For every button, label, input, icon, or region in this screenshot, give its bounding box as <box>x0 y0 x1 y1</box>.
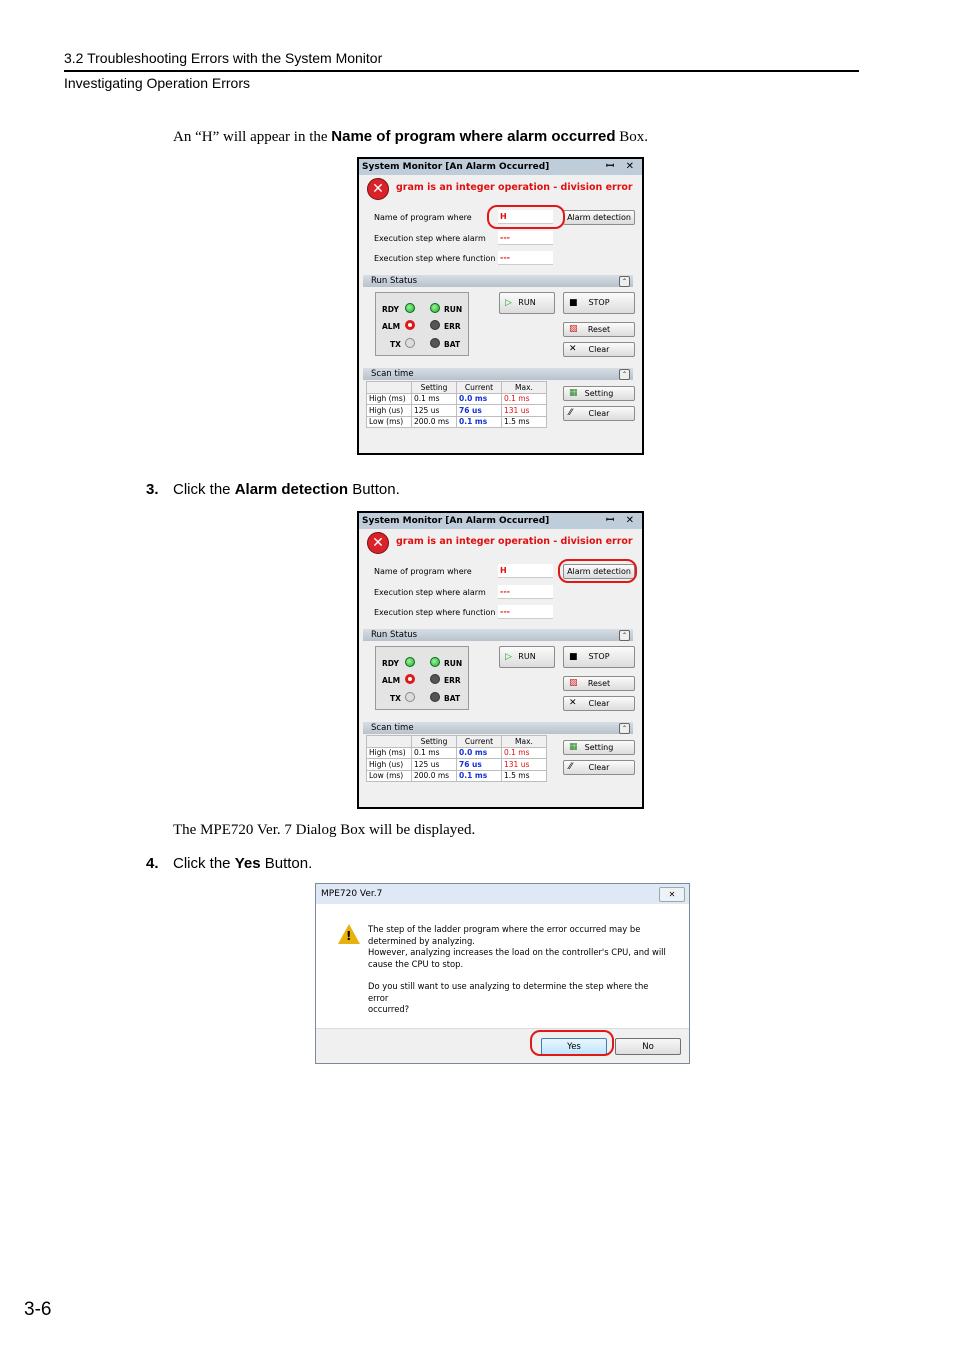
clear-alarm-button-label: Clear <box>588 345 610 354</box>
table-cell: 0.1 ms <box>502 747 547 759</box>
table-cell: 0.1 ms <box>412 747 457 759</box>
dialog-title: MPE720 Ver.7 <box>316 884 689 904</box>
alm-led-icon <box>405 674 415 684</box>
lamp-label-run: RUN <box>444 659 463 668</box>
table-cell: 131 us <box>502 759 547 771</box>
message-spacer <box>368 970 668 981</box>
message-line: cause the CPU to stop. <box>368 958 464 969</box>
table-cell: 0.1 ms <box>457 416 502 428</box>
x-icon: ✕ <box>569 698 577 708</box>
field-value-alarm-step: --- <box>498 231 553 245</box>
window-controls[interactable]: ꟷ ✕ <box>605 515 638 526</box>
grid-icon: ▦ <box>569 388 578 398</box>
eraser-icon: ⁄⁄ <box>569 408 573 418</box>
col-header: Current <box>457 382 502 394</box>
bat-led-icon <box>430 338 440 348</box>
dialog-footer <box>316 1028 689 1063</box>
col-header <box>367 382 412 394</box>
collapse-icon[interactable]: ⌃ <box>619 723 630 734</box>
col-header: Setting <box>412 382 457 394</box>
run-status-label: Run Status <box>371 276 418 286</box>
field-value-function-step: --- <box>498 251 553 265</box>
rdy-led-icon <box>405 657 415 667</box>
run-status-header <box>363 275 633 287</box>
field-label-program: Name of program where <box>374 213 472 222</box>
table-cell: 200.0 ms <box>412 416 457 428</box>
step-4 <box>146 855 312 872</box>
collapse-icon[interactable]: ⌃ <box>619 369 630 380</box>
run-status-header <box>363 629 633 641</box>
dialog-message <box>368 924 668 1016</box>
table-cell: 0.0 ms <box>457 393 502 405</box>
alarm-error-icon: ✕ <box>367 532 389 554</box>
message-line: occurred? <box>368 1004 410 1014</box>
lamp-label-alm: ALM <box>382 322 401 331</box>
tx-led-icon <box>405 692 415 702</box>
run-button[interactable] <box>499 646 555 668</box>
table-cell: 1.5 ms <box>502 770 547 782</box>
alarm-detection-button[interactable]: Alarm detection <box>563 210 635 225</box>
scan-setting-button[interactable] <box>563 740 635 755</box>
table-cell: Low (ms) <box>367 770 412 782</box>
scan-setting-button[interactable] <box>563 386 635 401</box>
lamp-label-run: RUN <box>444 305 463 314</box>
message-line: The step of the ladder program where the error occurred may be <box>368 924 641 934</box>
step-number: 4. <box>146 855 159 872</box>
window-title-text: System Monitor [An Alarm Occurred] <box>362 162 550 172</box>
table-cell: High (us) <box>367 405 412 417</box>
message-line: Do you still want to use analyzing to determine the step where the error <box>368 981 649 1003</box>
alarm-message: gram is an integer operation - division error <box>396 182 633 193</box>
alm-led-icon <box>405 320 415 330</box>
play-icon: ▷ <box>505 652 512 662</box>
table-header-row <box>367 736 547 748</box>
x-icon: ✕ <box>569 344 577 354</box>
play-icon: ▷ <box>505 298 512 308</box>
lamp-label-err: ERR <box>444 322 461 331</box>
table-row <box>367 416 547 428</box>
field-value-function-step: --- <box>498 605 553 619</box>
table-cell: Low (ms) <box>367 416 412 428</box>
stop-button-label: STOP <box>588 298 610 307</box>
lamp-label-err: ERR <box>444 676 461 685</box>
scan-time-table <box>366 735 547 782</box>
stop-button[interactable] <box>563 292 635 314</box>
table-cell: High (us) <box>367 759 412 771</box>
run-button-label: RUN <box>518 298 536 307</box>
col-header: Setting <box>412 736 457 748</box>
run-led-icon <box>430 657 440 667</box>
lamp-label-bat: BAT <box>444 340 461 349</box>
alarm-message: gram is an integer operation - division error <box>396 536 633 547</box>
scan-time-label: Scan time <box>371 369 414 379</box>
intro-bold: Name of program where alarm occurred <box>331 128 616 145</box>
table-row <box>367 759 547 771</box>
table-cell: 0.1 ms <box>412 393 457 405</box>
scan-clear-button[interactable] <box>563 760 635 775</box>
scan-time-label: Scan time <box>371 723 414 733</box>
close-icon[interactable]: ✕ <box>659 887 685 902</box>
clear-alarm-button-label: Clear <box>588 699 610 708</box>
table-cell: 125 us <box>412 759 457 771</box>
scan-setting-button-label: Setting <box>584 743 614 752</box>
subsection-header: Investigating Operation Errors <box>64 75 250 91</box>
field-label-function-step: Execution step where function <box>374 608 496 617</box>
step-bold: Yes <box>234 855 261 872</box>
window-title <box>359 159 642 175</box>
table-cell: 1.5 ms <box>502 416 547 428</box>
reset-button-label: Reset <box>587 325 611 334</box>
scan-clear-button-label: Clear <box>588 763 610 772</box>
intro-text <box>173 128 648 146</box>
col-header <box>367 736 412 748</box>
table-row <box>367 393 547 405</box>
scan-time-table <box>366 381 547 428</box>
table-cell: High (ms) <box>367 747 412 759</box>
err-led-icon <box>430 320 440 330</box>
lamp-label-bat: BAT <box>444 694 461 703</box>
table-cell: 76 us <box>457 759 502 771</box>
col-header: Current <box>457 736 502 748</box>
system-monitor-window-1 <box>357 157 644 455</box>
scan-clear-button[interactable] <box>563 406 635 421</box>
highlight-ring-yes <box>530 1030 614 1056</box>
scan-clear-button-label: Clear <box>588 409 610 418</box>
table-cell: High (ms) <box>367 393 412 405</box>
warning-icon: ! <box>338 924 360 944</box>
step-number: 3. <box>146 481 159 498</box>
window-title <box>359 513 642 529</box>
scan-setting-button-label: Setting <box>584 389 614 398</box>
section-header: 3.2 Troubleshooting Errors with the System Monitor <box>64 50 383 66</box>
table-row <box>367 747 547 759</box>
status-lamps <box>375 646 469 710</box>
scan-time-header <box>363 368 633 380</box>
stop-button-label: STOP <box>588 652 610 661</box>
highlight-ring-button <box>558 559 637 583</box>
run-status-label: Run Status <box>371 630 418 640</box>
mpe720-dialog <box>315 883 690 1064</box>
reset-icon: ▨ <box>569 678 578 688</box>
lamp-label-rdy: RDY <box>382 659 399 668</box>
lamp-label-tx: TX <box>390 694 401 703</box>
col-header: Max. <box>502 736 547 748</box>
rdy-led-icon <box>405 303 415 313</box>
status-lamps <box>375 292 469 356</box>
eraser-icon: ⁄⁄ <box>569 762 573 772</box>
reset-button[interactable] <box>563 676 635 691</box>
err-led-icon <box>430 674 440 684</box>
table-cell: 131 us <box>502 405 547 417</box>
reset-icon: ▨ <box>569 324 578 334</box>
scan-time-header <box>363 722 633 734</box>
run-button[interactable] <box>499 292 555 314</box>
table-row <box>367 770 547 782</box>
clear-alarm-button[interactable] <box>563 696 635 711</box>
field-value-program: H <box>498 564 553 578</box>
lamp-label-rdy: RDY <box>382 305 399 314</box>
table-cell: 0.1 ms <box>502 393 547 405</box>
col-header: Max. <box>502 382 547 394</box>
dialog-info-text: The MPE720 Ver. 7 Dialog Box will be displayed. <box>173 822 476 838</box>
page-number: 3-6 <box>24 1299 52 1320</box>
field-label-function-step: Execution step where function <box>374 254 496 263</box>
field-value-alarm-step: --- <box>498 585 553 599</box>
stop-button[interactable] <box>563 646 635 668</box>
table-cell: 125 us <box>412 405 457 417</box>
highlight-ring-value <box>487 205 565 229</box>
table-row <box>367 405 547 417</box>
lamp-label-alm: ALM <box>382 676 401 685</box>
alarm-error-icon: ✕ <box>367 178 389 200</box>
run-button-label: RUN <box>518 652 536 661</box>
table-cell: 200.0 ms <box>412 770 457 782</box>
reset-button[interactable] <box>563 322 635 337</box>
table-cell: 76 us <box>457 405 502 417</box>
message-line: However, analyzing increases the load on the controller's CPU, and will <box>368 947 666 957</box>
collapse-icon[interactable]: ⌃ <box>619 276 630 287</box>
stop-icon: ■ <box>569 652 578 662</box>
clear-alarm-button[interactable] <box>563 342 635 357</box>
step-3 <box>146 481 400 498</box>
no-button[interactable]: No <box>615 1038 681 1055</box>
step-pre: Click the <box>173 481 235 498</box>
step-pre: Click the <box>173 855 235 872</box>
table-cell: 0.1 ms <box>457 770 502 782</box>
grid-icon: ▦ <box>569 742 578 752</box>
system-monitor-window-2 <box>357 511 644 809</box>
field-label-alarm-step: Execution step where alarm <box>374 234 486 243</box>
bat-led-icon <box>430 692 440 702</box>
run-led-icon <box>430 303 440 313</box>
step-post: Button. <box>260 855 313 872</box>
field-label-program: Name of program where <box>374 567 472 576</box>
yes-button[interactable]: Yes <box>541 1038 607 1055</box>
intro-pre: An “H” will appear in the <box>173 129 332 145</box>
step-post: Button. <box>348 481 400 498</box>
collapse-icon[interactable]: ⌃ <box>619 630 630 641</box>
step-bold: Alarm detection <box>234 481 349 498</box>
tx-led-icon <box>405 338 415 348</box>
intro-post: Box. <box>615 129 649 145</box>
window-title-text: System Monitor [An Alarm Occurred] <box>362 516 550 526</box>
field-label-alarm-step: Execution step where alarm <box>374 588 486 597</box>
header-rule <box>64 70 859 72</box>
alarm-detection-button[interactable]: Alarm detection <box>563 564 635 579</box>
window-controls[interactable]: ꟷ ✕ <box>605 161 638 172</box>
table-header-row <box>367 382 547 394</box>
message-line: determined by analyzing. <box>368 935 475 946</box>
stop-icon: ■ <box>569 298 578 308</box>
field-value-program: H <box>498 210 553 224</box>
table-cell: 0.0 ms <box>457 747 502 759</box>
reset-button-label: Reset <box>587 679 611 688</box>
lamp-label-tx: TX <box>390 340 401 349</box>
